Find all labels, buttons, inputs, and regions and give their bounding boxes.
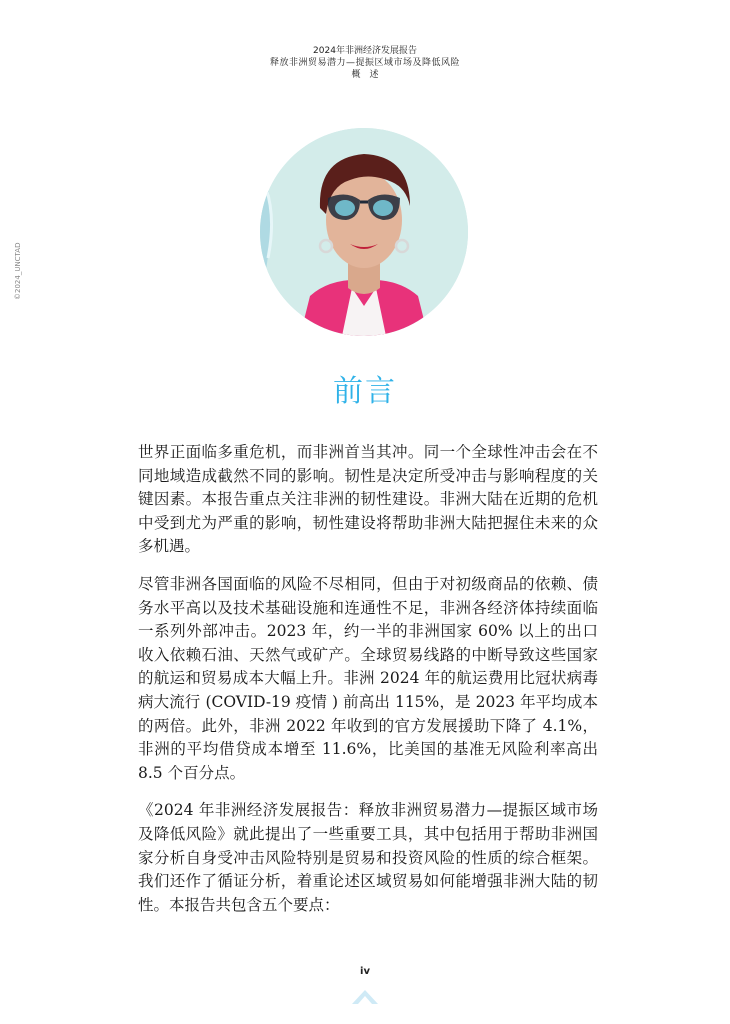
foreword-body <box>138 441 598 931</box>
page-header <box>0 45 730 81</box>
chevron-up-icon[interactable] <box>350 984 380 1006</box>
paragraph: 尽管非洲各国面临的风险不尽相同，但由于对初级商品的依赖、债务水平高以及技术基础设施和连通性不足，非洲各经济体持续面临一系列外部冲击。2023 年，约一半的非洲国家 60% 以上的出口收入依赖石油、天然气或矿产。全球贸易线路的中断导致这些国家的航运和贸易成本大幅上升。非洲 2024 年的航运费用比冠状病毒病大流行 (COVID-19 疫情 ) 前高出 115%，是 2023 年平均成本的两倍。此外，非洲 2022 年收到的官方发展援助下降了 4.1%，非洲的平均借贷成本增至 11.6%，比美国的基准无风险利率高出 8.5 个百分点。 <box>138 574 598 782</box>
page-title: 前言 <box>333 374 397 409</box>
page-number: iv <box>360 966 370 977</box>
portrait-illustration <box>260 128 468 336</box>
photo-credit: ©2024_UNCTAD <box>14 242 22 300</box>
report-title: 2024年非洲经济发展报告 <box>313 46 417 56</box>
paragraph: 《2024 年非洲经济发展报告：释放非洲贸易潜力—提振区域市场及降低风险》就此提出了一些重要工具，其中包括用于帮助非洲国家分析自身受冲击风险特别是贸易和投资风险的性质的综合框架。我们还作了循证分析，着重论述区域贸易如何能增强非洲大陆的韧性。本报告共包含五个要点： <box>138 801 598 914</box>
portrait-photo <box>260 128 468 336</box>
report-subtitle: 释放非洲贸易潜力—提振区域市场及降低风险 <box>269 58 460 68</box>
paragraph: 世界正面临多重危机，而非洲首当其冲。同一个全球性冲击会在不同地域造成截然不同的影响。韧性是决定所受冲击与影响程度的关键因素。本报告重点关注非洲的韧性建设。非洲大陆在近期的危机中受到尤为严重的影响，韧性建设将帮助非洲大陆把握住未来的众多机遇。 <box>138 443 598 556</box>
section-label: 概 述 <box>351 70 379 80</box>
